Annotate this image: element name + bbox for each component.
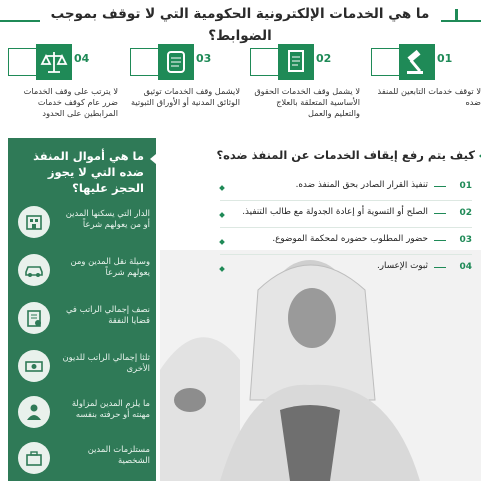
card-text: لا يشمل وقف الخدمات الحقوق الأساسية المتعلقة بالعلاج والتعليم والعمل bbox=[254, 86, 360, 118]
card-03 bbox=[130, 40, 240, 130]
step-text: تنفيذ القرار الصادر بحق المنفذ ضده. bbox=[295, 180, 428, 190]
step-row bbox=[220, 178, 472, 198]
list-item bbox=[18, 206, 152, 242]
step-bullet bbox=[219, 212, 225, 218]
card-01 bbox=[371, 40, 481, 130]
card-text: لا يترتب على وقف الخدمات ضرر عام كوقف خدمات المرابطين على الحدود bbox=[23, 86, 118, 118]
step-bullet bbox=[219, 266, 225, 272]
card-text: لايشمل وقف الخدمات توثيق الوثائق المدنية أو الأوراق الثبوتية bbox=[130, 86, 240, 107]
step-text: ثبوت الإعسار. bbox=[376, 261, 428, 271]
divider bbox=[220, 254, 472, 255]
list-item-text: ثلثا إجمالي الراتب للديون الأخرى bbox=[62, 352, 150, 373]
card-02 bbox=[250, 40, 360, 130]
step-connector bbox=[434, 267, 446, 268]
list-item-text: مستلزمات المدين الشخصية bbox=[87, 444, 150, 465]
step-number: 01 bbox=[459, 181, 472, 191]
divider bbox=[220, 200, 472, 201]
list-item-text: وسيلة نقل المدين ومن يعولهم شرعاً bbox=[70, 256, 150, 277]
scales-icon bbox=[36, 44, 72, 80]
panel-title-marker bbox=[150, 154, 156, 164]
card-number: 04 bbox=[74, 52, 90, 65]
title-bar bbox=[455, 9, 458, 21]
list-item bbox=[18, 302, 152, 338]
minister-photo bbox=[160, 250, 481, 481]
card-number: 03 bbox=[196, 52, 212, 65]
card-04 bbox=[8, 40, 118, 130]
step-number: 02 bbox=[459, 208, 472, 218]
step-text: حضور المطلوب حضوره لمحكمة الموضوع. bbox=[272, 234, 428, 244]
divider bbox=[220, 227, 472, 228]
list-item-text: نصف إجمالي الراتب في قضايا النفقة bbox=[65, 304, 150, 325]
step-number: 04 bbox=[459, 262, 472, 272]
title-accent-right bbox=[441, 20, 481, 22]
step-number: 03 bbox=[459, 235, 472, 245]
card-number: 02 bbox=[316, 52, 332, 65]
step-row bbox=[220, 205, 472, 225]
worker-icon bbox=[18, 396, 50, 428]
page-title bbox=[40, 3, 440, 44]
step-text: الصلح أو التسوية أو إعادة الجدولة مع طالب التنفيذ. bbox=[242, 207, 428, 217]
step-connector bbox=[434, 186, 446, 187]
list-item bbox=[18, 350, 152, 386]
section-title bbox=[170, 144, 475, 166]
step-connector bbox=[434, 213, 446, 214]
step-row bbox=[220, 232, 472, 252]
money-icon bbox=[18, 350, 50, 382]
page-title-text: ما هي الخدمات الإلكترونية الحكومية التي لا توقف بموجب الضوابط؟ bbox=[50, 6, 430, 44]
list-item bbox=[18, 396, 152, 432]
gavel-icon bbox=[399, 44, 435, 80]
protected-assets-panel bbox=[8, 138, 156, 481]
step-bullet bbox=[219, 185, 225, 191]
section-title-text: كيف يتم رفع إيقاف الخدمات عن المنفذ ضده؟ bbox=[216, 148, 475, 162]
list-item bbox=[18, 254, 152, 290]
panel-title bbox=[16, 148, 144, 196]
list-item-text: الدار التي يسكنها المدين أو من يعولهم شرعاً bbox=[65, 208, 150, 229]
house-icon bbox=[18, 206, 50, 238]
title-accent-left bbox=[0, 20, 40, 22]
step-row bbox=[220, 259, 472, 279]
document-icon bbox=[278, 44, 314, 80]
step-connector bbox=[434, 240, 446, 241]
salary-icon bbox=[18, 302, 50, 334]
car-icon bbox=[18, 254, 50, 286]
step-bullet bbox=[219, 239, 225, 245]
panel-title-text: ما هي أموال المنفذ ضده التي لا يجوز الحجز عليها؟ bbox=[33, 149, 144, 195]
list-item-text: ما يلزم المدين لمزاولة مهنته أو حرفته بنفسه bbox=[71, 398, 150, 419]
scroll-icon bbox=[158, 44, 194, 80]
list-item bbox=[18, 442, 152, 478]
briefcase-icon bbox=[18, 442, 50, 474]
card-number: 01 bbox=[437, 52, 453, 65]
card-text: لا توقف خدمات التابعين للمنفذ ضده bbox=[377, 86, 481, 107]
